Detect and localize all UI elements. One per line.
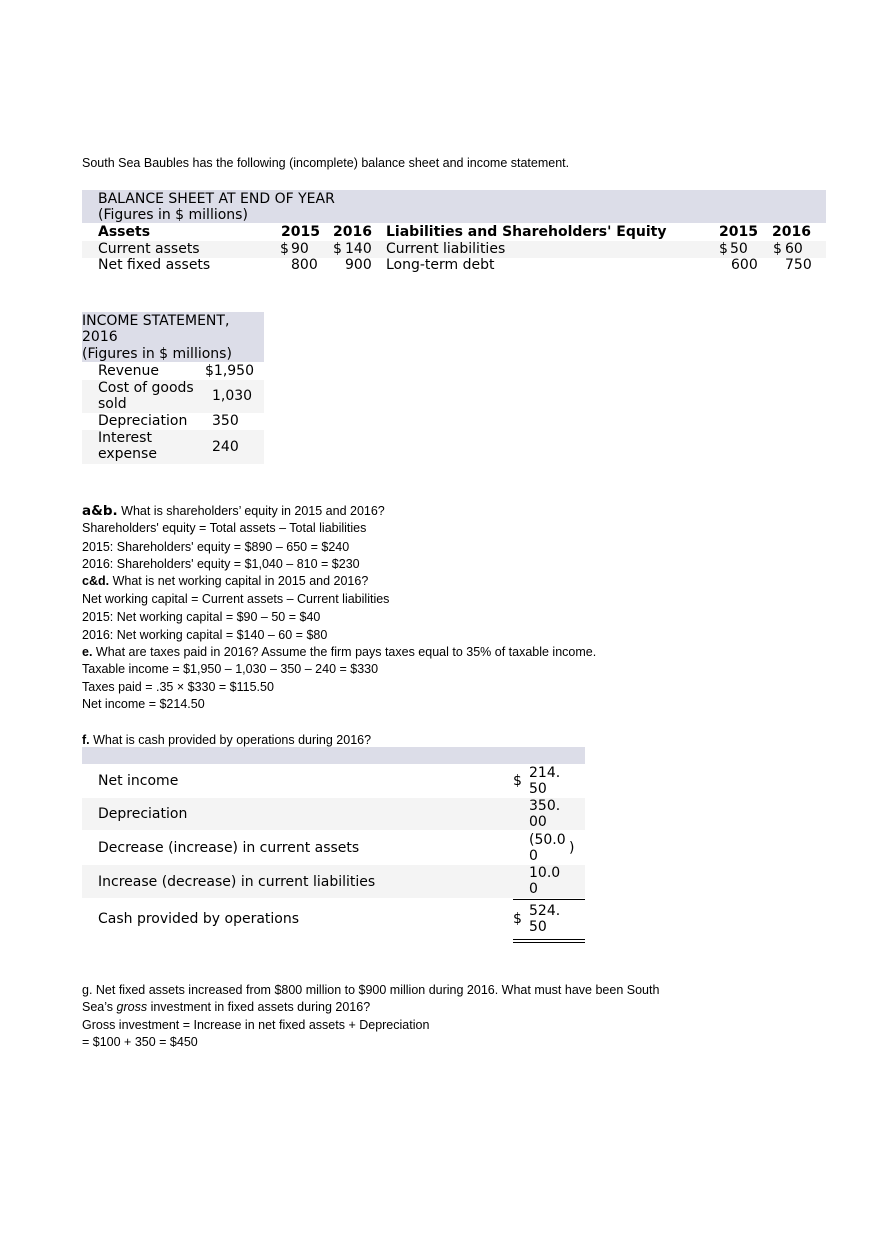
answer-line: 2015: Shareholders' equity = $890 – 650 = $240 bbox=[82, 540, 350, 554]
currency-symbol: $ bbox=[719, 241, 728, 257]
cash-flow-label: Depreciation bbox=[98, 806, 188, 822]
question-g-italic: gross bbox=[116, 1000, 148, 1014]
liabilities-header: Liabilities and Shareholders' Equity bbox=[386, 224, 667, 240]
question-f-text: What is cash provided by operations during 2016? bbox=[89, 733, 372, 747]
income-label: Interest expense bbox=[98, 430, 157, 462]
question-ab-text: What is shareholders’ equity in 2015 and 2016? bbox=[117, 504, 385, 518]
income-value: 240 bbox=[212, 439, 239, 455]
asset-value-2016: 900 bbox=[345, 257, 372, 273]
asset-value-2016: 140 bbox=[345, 241, 372, 257]
liability-value-2016: 750 bbox=[785, 257, 812, 273]
answer-line: Gross investment = Increase in net fixed assets + Depreciation bbox=[82, 1018, 430, 1032]
income-value: $1,950 bbox=[205, 363, 254, 379]
income-row bbox=[82, 380, 264, 413]
cash-flow-header bbox=[82, 747, 585, 764]
cash-flow-value: (50.00 bbox=[529, 832, 566, 864]
liability-value-2015: 50 bbox=[730, 241, 748, 257]
question-g-continued bbox=[82, 999, 370, 1016]
assets-year-2015: 2015 bbox=[281, 224, 320, 240]
income-label: Revenue bbox=[98, 363, 159, 379]
income-statement-subtitle: (Figures in $ millions) bbox=[82, 346, 232, 362]
answer-line: Taxable income = $1,950 – 1,030 – 350 – 240 = $330 bbox=[82, 662, 379, 676]
total-double-rule bbox=[513, 939, 585, 943]
question-g: g. Net fixed assets increased from $800 million to $900 million during 2016. What must have been South bbox=[82, 983, 660, 997]
answer-line: Net income = $214.50 bbox=[82, 697, 205, 711]
answer-line: Taxes paid = .35 × $330 = $115.50 bbox=[82, 680, 274, 694]
balance-sheet-title: BALANCE SHEET AT END OF YEAR bbox=[98, 191, 335, 207]
answer-line: 2015: Net working capital = $90 – 50 = $40 bbox=[82, 610, 321, 624]
cash-flow-row bbox=[82, 798, 585, 830]
question-e-text: What are taxes paid in 2016? Assume the firm pays taxes equal to 35% of taxable income. bbox=[92, 645, 597, 659]
question-cd-text: What is net working capital in 2015 and 2016? bbox=[109, 574, 369, 588]
question-e bbox=[82, 644, 596, 661]
cash-flow-value: 214.50 bbox=[529, 765, 561, 797]
balance-sheet-subtitle: (Figures in $ millions) bbox=[98, 207, 248, 223]
liability-value-2015: 600 bbox=[731, 257, 758, 273]
currency-symbol: $ bbox=[280, 241, 289, 257]
cash-flow-value: 350.00 bbox=[529, 798, 561, 830]
assets-header: Assets bbox=[98, 224, 151, 240]
currency-symbol: $ bbox=[333, 241, 342, 257]
balance-sheet-table bbox=[82, 190, 826, 274]
cash-flow-label: Decrease (increase) in current assets bbox=[98, 840, 360, 856]
assets-year-2016: 2016 bbox=[333, 224, 372, 240]
asset-value-2015: 90 bbox=[291, 241, 309, 257]
income-label: Depreciation bbox=[98, 413, 188, 429]
cash-flow-row bbox=[82, 901, 585, 935]
subtotal-rule bbox=[513, 899, 585, 900]
currency-symbol: $ bbox=[513, 773, 522, 789]
income-label: Cost of goods sold bbox=[98, 380, 194, 412]
currency-symbol: $ bbox=[773, 241, 782, 257]
asset-label: Current assets bbox=[98, 241, 200, 257]
income-row bbox=[82, 413, 264, 430]
intro-text: South Sea Baubles has the following (incomplete) balance sheet and income statement. bbox=[82, 156, 570, 170]
income-row bbox=[82, 430, 264, 464]
liability-label: Current liabilities bbox=[386, 241, 506, 257]
liab-year-2016: 2016 bbox=[772, 224, 811, 240]
income-row bbox=[82, 363, 264, 379]
asset-label: Net fixed assets bbox=[98, 257, 211, 273]
asset-value-2015: 800 bbox=[291, 257, 318, 273]
income-value: 350 bbox=[212, 413, 239, 429]
answer-line: = $100 + 350 = $450 bbox=[82, 1035, 198, 1049]
cash-flow-row bbox=[82, 865, 585, 898]
question-cd-prefix: c&d. bbox=[82, 574, 110, 588]
answer-line: Shareholders' equity = Total assets – Total liabilities bbox=[82, 521, 367, 535]
cash-flow-row bbox=[82, 764, 585, 797]
cash-flow-label: Cash provided by operations bbox=[98, 911, 300, 927]
question-ab-prefix: a&b. bbox=[82, 503, 118, 519]
income-value: 1,030 bbox=[212, 388, 253, 404]
answer-line: 2016: Shareholders' equity = $1,040 – 810 = $230 bbox=[82, 557, 360, 571]
question-g-text: investment in fixed assets during 2016? bbox=[147, 1000, 371, 1014]
cash-flow-paren: ) bbox=[569, 840, 575, 856]
cash-flow-row bbox=[82, 831, 585, 865]
income-statement-year: 2016 bbox=[82, 329, 118, 345]
income-statement-title: INCOME STATEMENT, bbox=[82, 313, 230, 329]
cash-flow-value: 10.00 bbox=[529, 865, 561, 897]
liability-label: Long-term debt bbox=[386, 257, 495, 273]
question-e-prefix: e. bbox=[82, 645, 93, 659]
answer-line: 2016: Net working capital = $140 – 60 = $80 bbox=[82, 628, 328, 642]
liability-value-2016: 60 bbox=[785, 241, 803, 257]
question-cd bbox=[82, 573, 368, 590]
question-g-text: Sea’s bbox=[82, 1000, 117, 1014]
cash-flow-label: Net income bbox=[98, 773, 179, 789]
cash-flow-value: 524.50 bbox=[529, 903, 561, 935]
cash-flow-table bbox=[82, 747, 585, 945]
question-f-prefix: f. bbox=[82, 733, 90, 747]
currency-symbol: $ bbox=[513, 911, 522, 927]
liab-year-2015: 2015 bbox=[719, 224, 758, 240]
answer-line: Net working capital = Current assets – Current liabilities bbox=[82, 592, 390, 606]
question-ab bbox=[82, 503, 385, 520]
cash-flow-label: Increase (decrease) in current liabilities bbox=[98, 874, 376, 890]
